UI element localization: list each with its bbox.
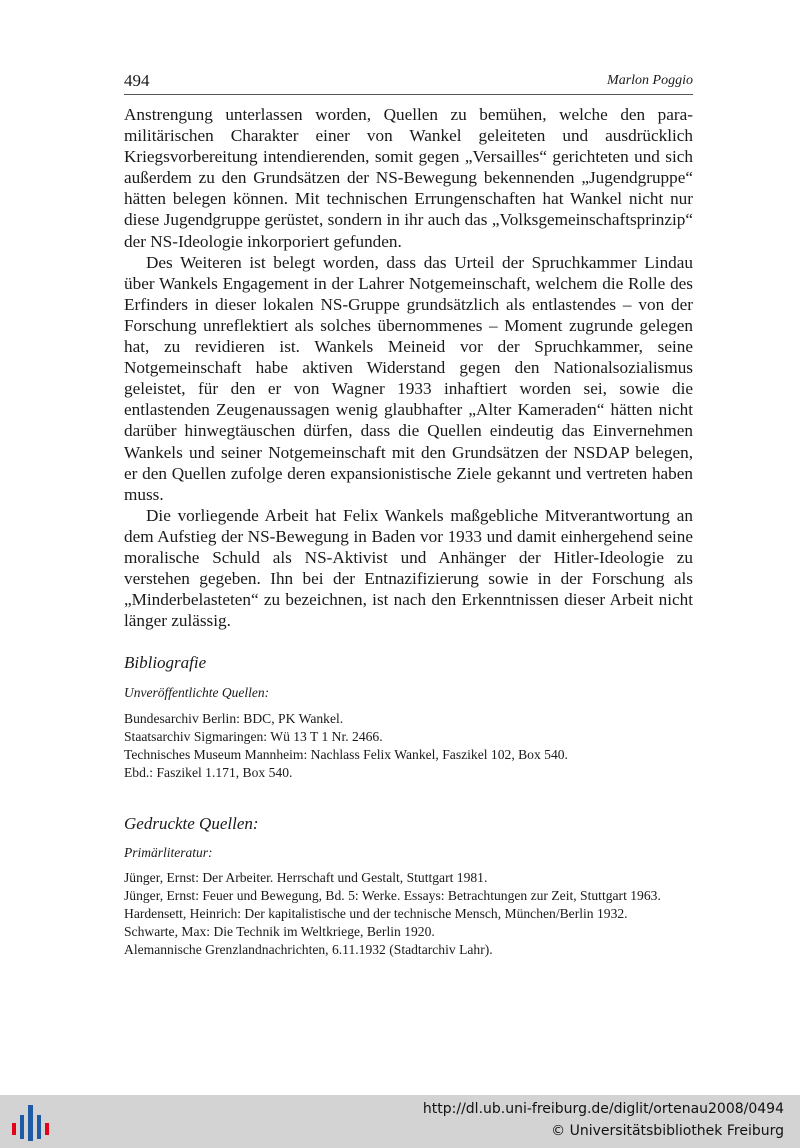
unpublished-sources-heading: Unveröffentlichte Quellen: [124, 685, 270, 700]
list-item: Jünger, Ernst: Feuer und Bewegung, Bd. 5: Werke. Essays: Betrachtungen zur Zeit, Stuttgart 1963. [124, 888, 661, 903]
paragraph: Des Weiteren ist belegt worden, dass das Urteil der Spruchkammer Lindau über Wankels Engagement in der Lahrer Notgemeinschaft, welchem die Rolle des Erfinders in dieser lokalen NS-Gruppe grundsätzlich als entlastendes – von der Forschung unreflektiert als solches übernommenes – Moment zugrunde gelegen hat, zu revidieren ist. Wankels Meineid vor der Spruchkammer, seine Notgemeinschaft habe aktiven Widerstand gegen den Nationalsozialismus geleistet, für den er von Wagner 1933 inhaftiert worden sei, sowie die entlastenden Zeugenaussagen wenig glaubhafter „Alter Kameraden“ hätten nicht darüber hinwegtäuschen dürfen, dass die Quellen eindeutig das Einvernehmen Wankels und seiner Notgemeinschaft mit den Grundsätzen der NSDAP belegen, er den Quellen zufolge deren expansionistische Ziele gekannt und vertreten haben muss. [124, 252, 693, 504]
page-number: 494 [124, 71, 150, 90]
primary-literature-list [124, 869, 693, 959]
list-item: Jünger, Ernst: Der Arbeiter. Herrschaft und Gestalt, Stuttgart 1981. [124, 870, 488, 885]
page-header [124, 70, 693, 95]
logo-bar [37, 1115, 41, 1139]
list-item: Staatsarchiv Sigmaringen: Wü 13 T 1 Nr. 2466. [124, 729, 383, 744]
logo-bar [20, 1115, 24, 1139]
list-item: Bundesarchiv Berlin: BDC, PK Wankel. [124, 711, 344, 726]
list-item: Technisches Museum Mannheim: Nachlass Felix Wankel, Faszikel 102, Box 540. [124, 747, 568, 762]
primary-literature-heading: Primärliteratur: [124, 845, 213, 860]
printed-sources-heading: Gedruckte Quellen: [124, 814, 259, 833]
unpublished-sources-list [124, 710, 693, 782]
list-item: Ebd.: Faszikel 1.171, Box 540. [124, 765, 293, 780]
footer-bar [0, 1095, 800, 1148]
logo-bar [12, 1123, 16, 1135]
footer-copyright: © Universitätsbibliothek Freiburg [551, 1123, 784, 1139]
running-head-author: Marlon Poggio [607, 73, 693, 88]
bibliography-heading: Bibliografie [124, 653, 207, 672]
footer-url-link[interactable]: http://dl.ub.uni-freiburg.de/diglit/ortenau2008/0494 [422, 1101, 784, 1117]
paragraph: Die vorliegende Arbeit hat Felix Wankels maßgebliche Mitverantwortung an dem Aufstieg der NS-Bewegung in Baden vor 1933 und damit einhergehend seine moralische Schuld als NS-Aktivist und Anhänger der Hitler-Ideologie zu verstehen gegeben. Ihn bei der Entnazifizierung sowie in der Forschung als „Minderbelasteten“ zu bezeichnen, ist nach den Erkenntnissen dieser Arbeit nicht länger zulässig. [124, 505, 693, 631]
logo-bar [45, 1123, 49, 1135]
list-item: Hardensett, Heinrich: Der kapitalistische und der technische Mensch, München/Berlin 1932. [124, 906, 628, 921]
list-item: Schwarte, Max: Die Technik im Weltkriege, Berlin 1920. [124, 924, 435, 939]
body-text [124, 104, 693, 631]
paragraph: Anstrengung unterlassen worden, Quellen zu bemühen, welche den paramilitärischen Charakter einer von Wankel geleiteten und ausdrücklich Kriegsvorbereitung intendierenden, somit gegen „Versailles“ gerichteten und sich außerdem zu den Grundsätzen der NS-Bewegung bekennenden „Jugendgruppe“ hätten belegen können. Mit technischen Errungenschaften hat Wankel nicht nur diese Jugendgruppe gerüstet, sondern in ihr auch das „Volksgemeinschaftsprinzip“ der NS-Ideologie inkorporiert gefunden. [124, 105, 693, 251]
logo-bar [28, 1105, 33, 1141]
library-logo-icon[interactable] [10, 1101, 50, 1145]
list-item: Alemannische Grenzlandnachrichten, 6.11.1932 (Stadtarchiv Lahr). [124, 942, 493, 957]
